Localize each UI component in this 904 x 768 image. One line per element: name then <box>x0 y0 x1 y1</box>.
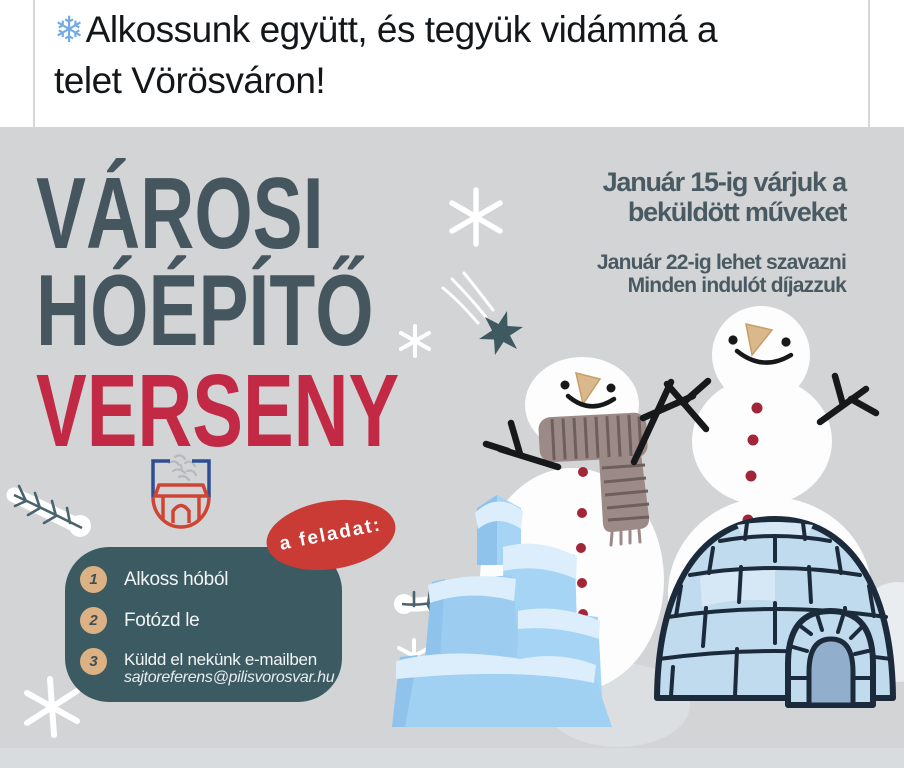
task-number-badge: 3 <box>80 648 107 675</box>
city-crest-icon <box>141 451 221 545</box>
card-border-left <box>33 0 35 127</box>
task-list <box>65 547 342 702</box>
task-badge-label: a feladat: <box>278 514 384 555</box>
twig-left-icon <box>14 486 91 537</box>
poster-title-line2: HÓÉPÍTŐ <box>36 253 374 367</box>
scarf-band <box>538 412 648 463</box>
poster-title-line1: VÁROSI <box>36 156 324 270</box>
shooting-star-icon <box>443 273 523 355</box>
task-text: Alkoss hóból <box>124 569 229 590</box>
snowflake-icon: ❄ <box>54 9 84 50</box>
task-text: Küldd el nekünk e-mailben sajtoreferens@pilisvorosvar.hu <box>124 650 335 686</box>
igloo-doorway <box>809 639 853 705</box>
post-text-bar <box>0 0 904 127</box>
contact-email: sajtoreferens@pilisvorosvar.hu <box>124 669 335 686</box>
voting-info: Január 22-ig lehet szavazni Minden indulót díjazzuk <box>596 251 846 297</box>
post-message-line2: telet Vörösváron! <box>54 60 326 101</box>
submission-deadline: Január 15-ig várjuk a beküldött műveket <box>602 167 846 227</box>
sparkle-large-icon <box>452 190 500 244</box>
task-number-badge: 2 <box>80 607 107 634</box>
task-number-badge: 1 <box>80 566 107 593</box>
post-message-line1: ❄Alkossunk együtt, és tegyük vidámmá a <box>54 9 718 50</box>
poster-title-line3: VERSENY <box>36 354 400 469</box>
card-border-right <box>868 0 870 127</box>
sparkle-bottomleft-icon <box>27 679 77 735</box>
task-item-2 <box>80 607 342 634</box>
sparkle-small-icon <box>401 326 429 356</box>
task-text: Fotózd le <box>124 610 200 631</box>
task-item-1 <box>80 566 342 593</box>
post-message <box>54 4 854 106</box>
poster-image[interactable] <box>0 127 904 768</box>
task-item-3 <box>80 648 342 687</box>
